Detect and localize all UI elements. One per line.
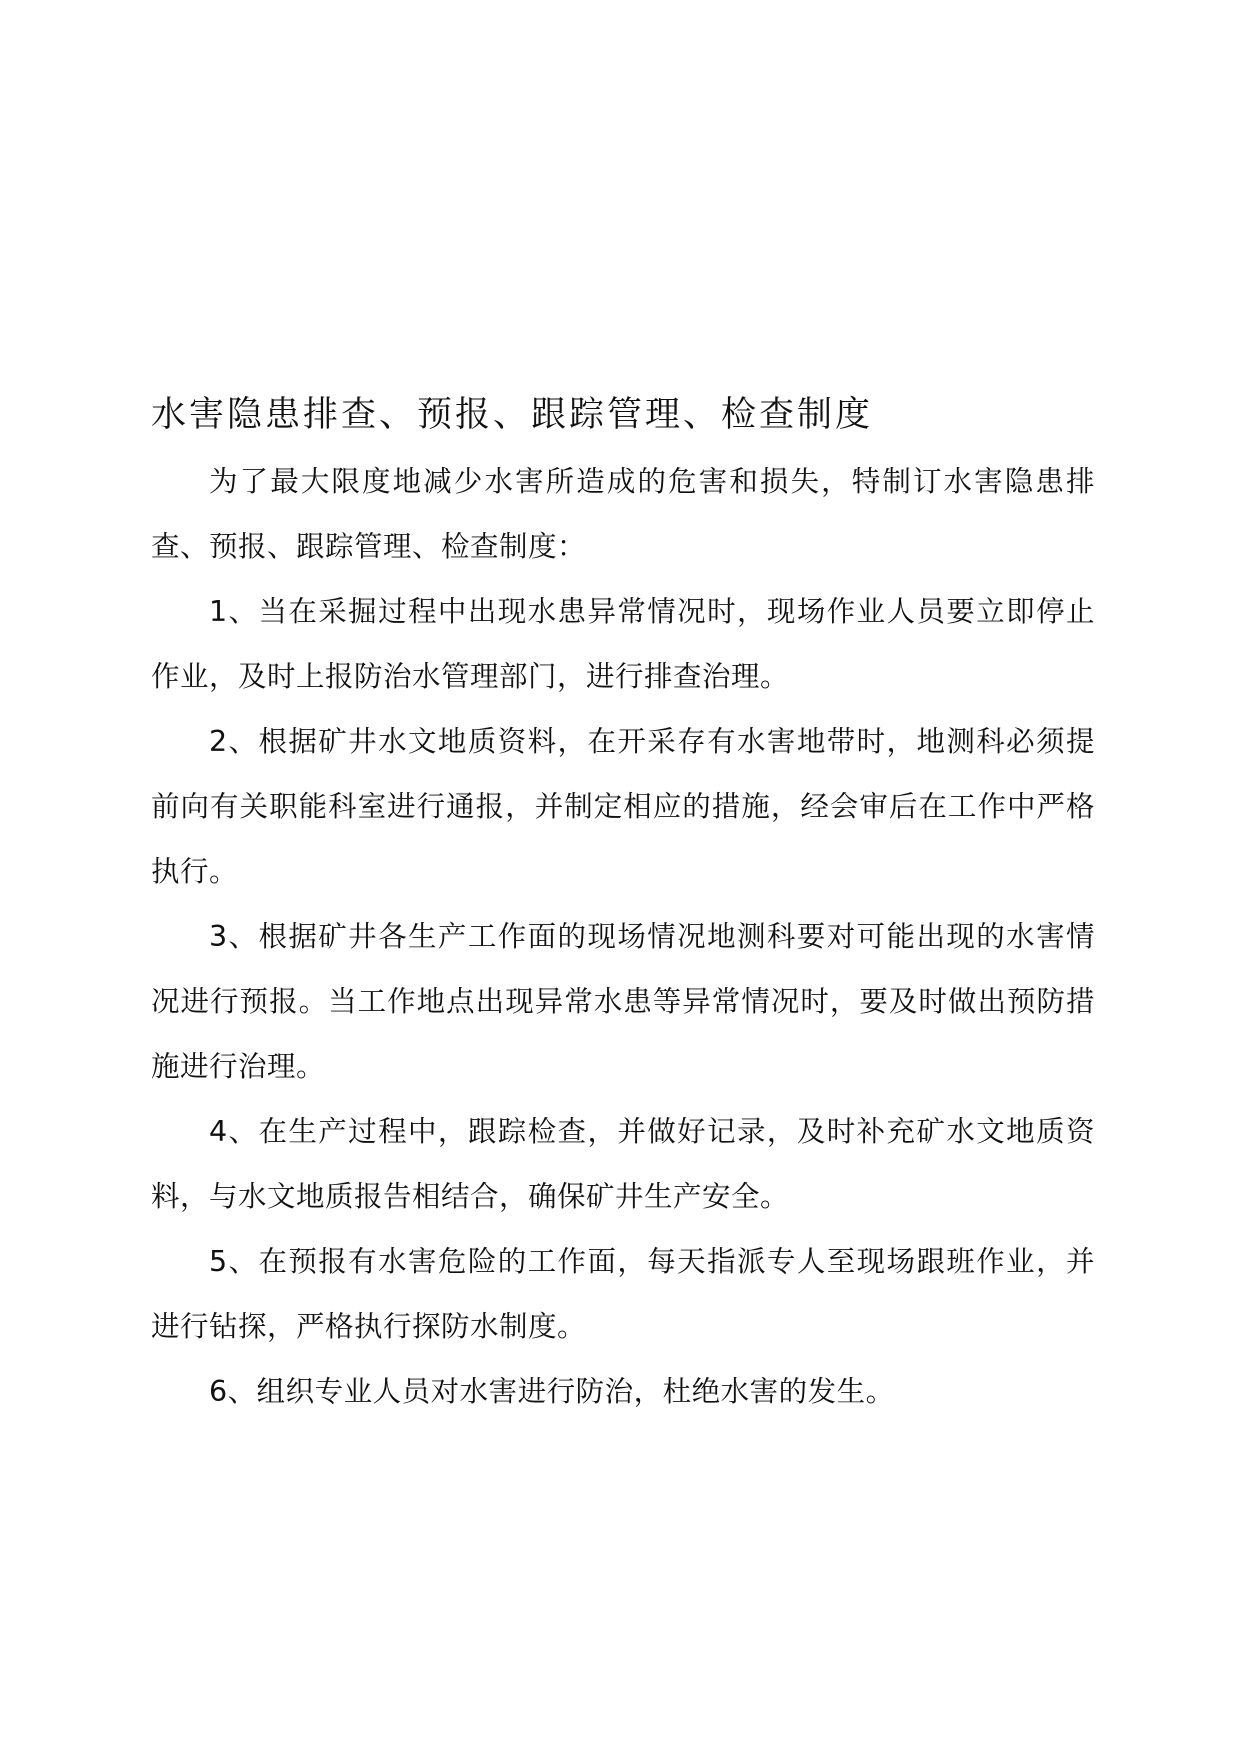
- intro-paragraph: 为了最大限度地减少水害所造成的危害和损失，特制订水害隐患排查、预报、跟踪管理、检查制度：: [151, 465, 1095, 563]
- document-body: [151, 385, 1095, 1424]
- document-title: 水害隐患排查、预报、跟踪管理、检查制度: [151, 395, 874, 435]
- clause-5-paragraph: 5、在预报有水害危险的工作面，每天指派专人至现场跟班作业，并进行钻探，严格执行探防水制度。: [151, 1245, 1095, 1343]
- clause-3-paragraph: 3、根据矿井各生产工作面的现场情况地测科要对可能出现的水害情况进行预报。当工作地点出现异常水患等异常情况时，要及时做出预防措施进行治理。: [151, 920, 1095, 1083]
- clause-2-paragraph: 2、根据矿井水文地质资料，在开采存有水害地带时，地测科必须提前向有关职能科室进行通报，并制定相应的措施，经会审后在工作中严格执行。: [151, 725, 1095, 888]
- clause-1-paragraph: 1、当在采掘过程中出现水患异常情况时，现场作业人员要立即停止作业，及时上报防治水管理部门，进行排查治理。: [151, 595, 1095, 693]
- clause-4-paragraph: 4、在生产过程中，跟踪检查，并做好记录，及时补充矿水文地质资料，与水文地质报告相结合，确保矿井生产安全。: [151, 1115, 1095, 1213]
- clause-6-paragraph: 6、组织专业人员对水害进行防治，杜绝水害的发生。: [209, 1375, 895, 1408]
